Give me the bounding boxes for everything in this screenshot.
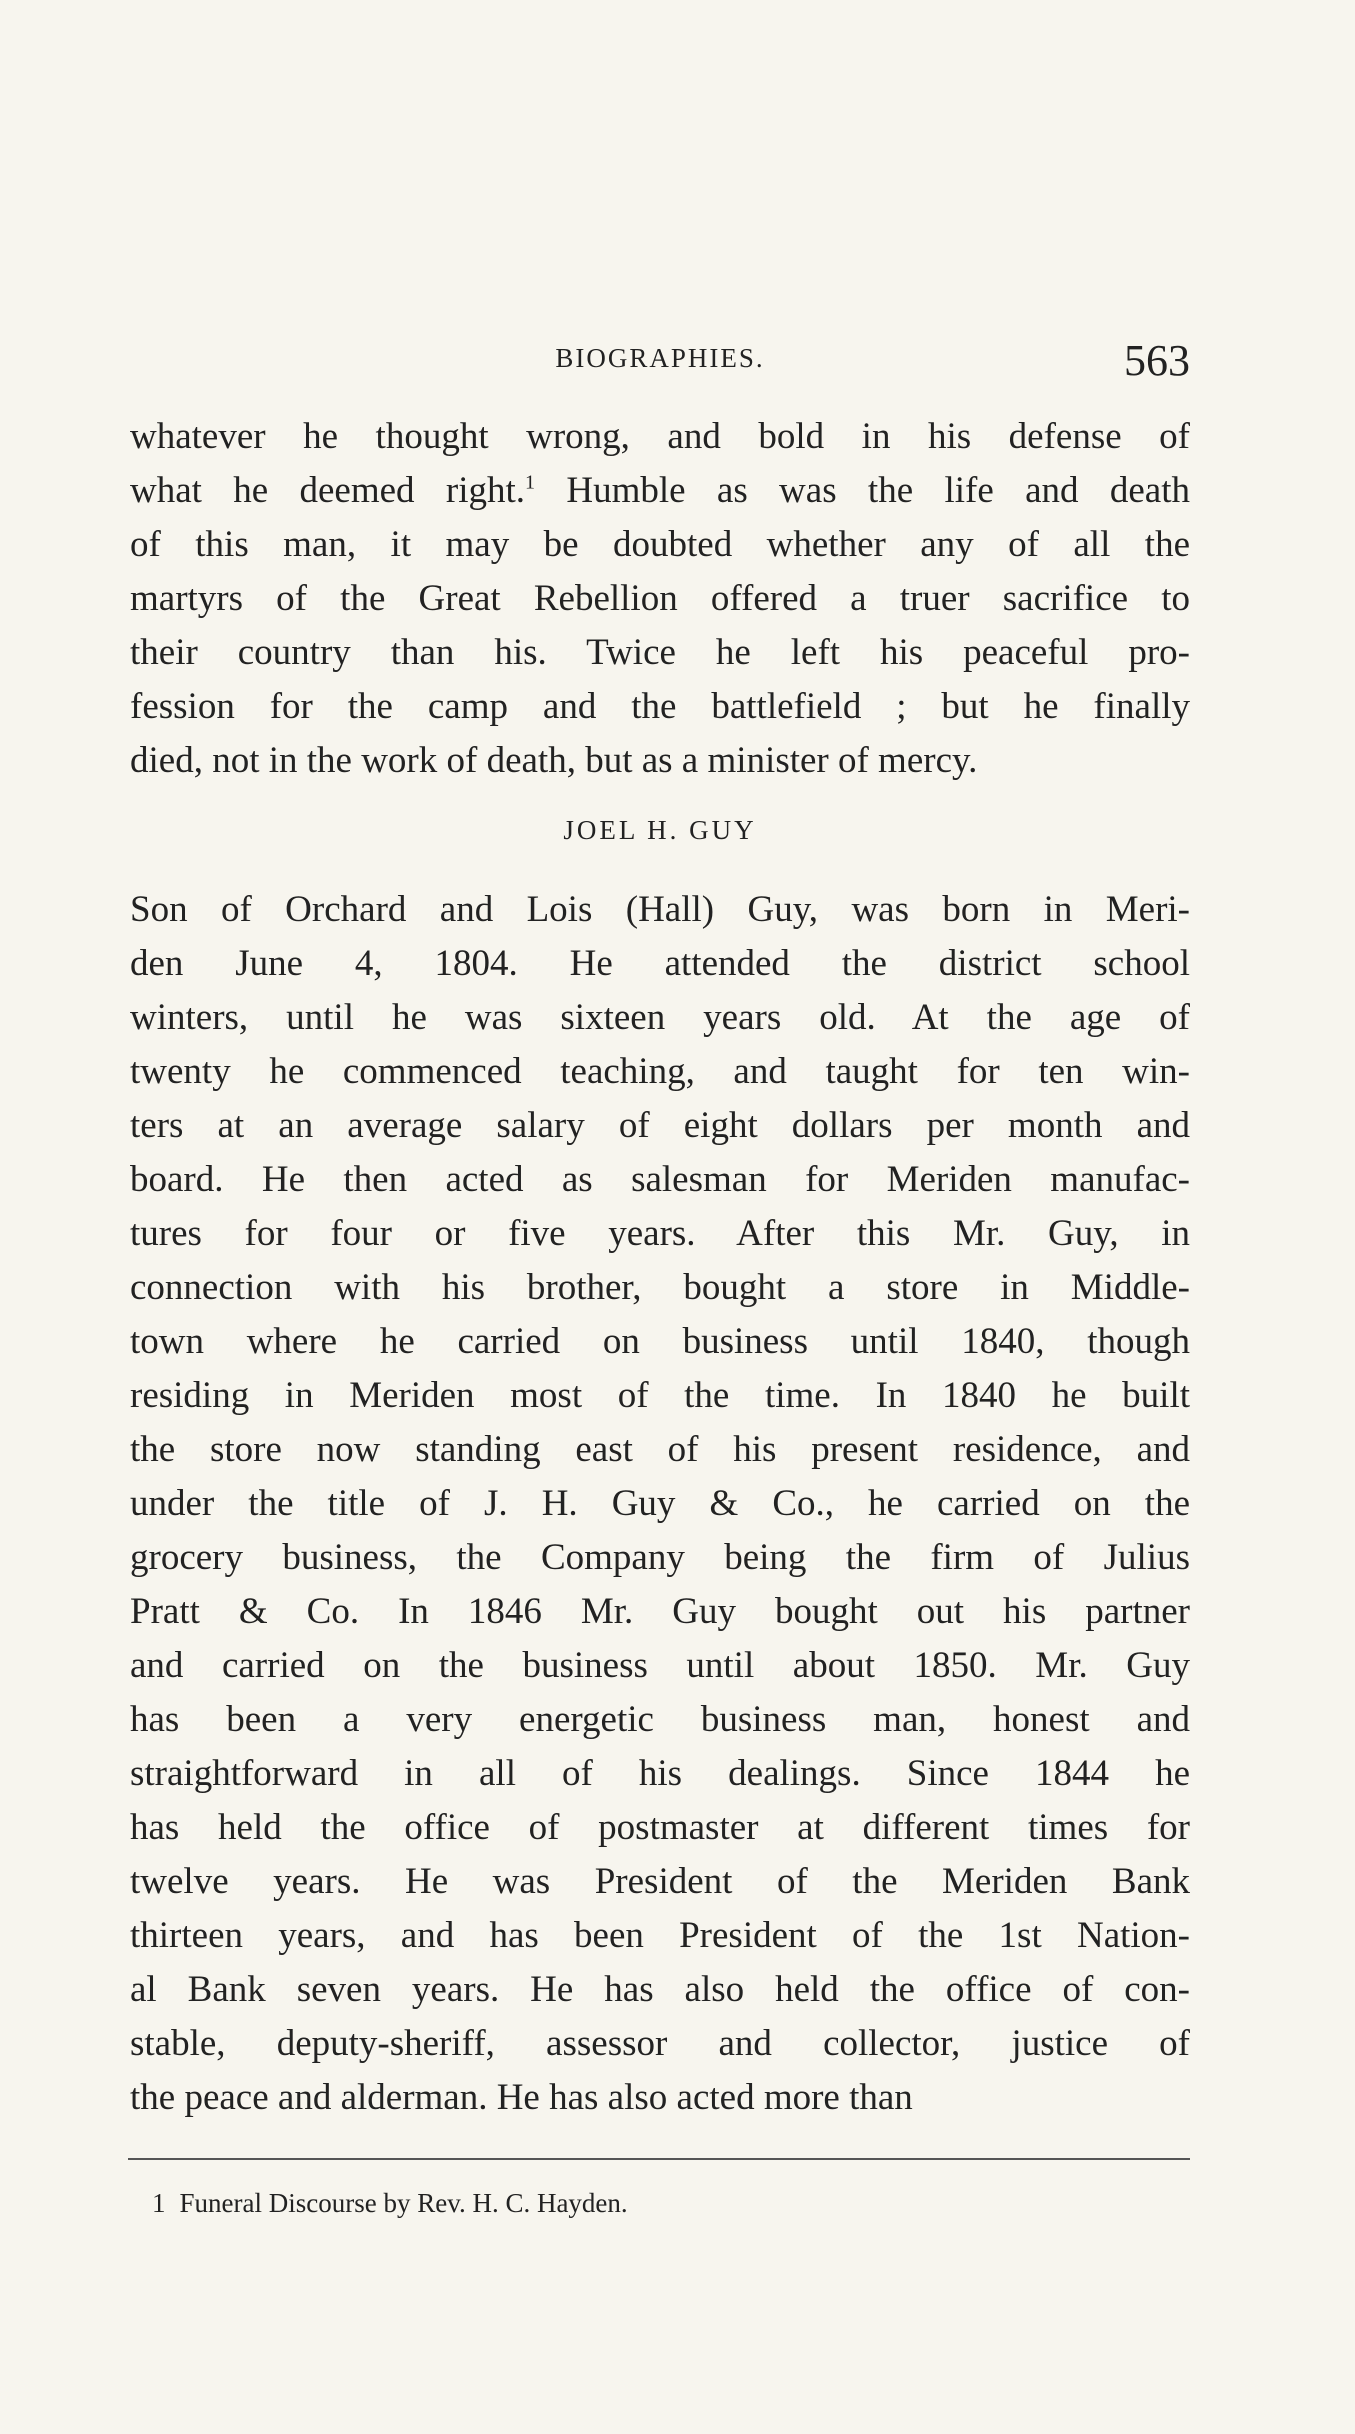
footnote-marker: 1 (525, 471, 536, 494)
text-line: town where he carried on business until 1840, though (130, 1321, 1190, 1362)
text-line: connection with his brother, bought a store in Middle- (130, 1267, 1190, 1308)
text-line: stable, deputy-sheriff, assessor and collector, justice of (130, 2023, 1190, 2064)
page-number: 563 (1124, 336, 1190, 385)
text-line: of this man, it may be doubted whether any of all the (130, 524, 1190, 565)
text-line: twelve years. He was President of the Meriden Bank (130, 1861, 1190, 1902)
footnote-rule (128, 2158, 1190, 2160)
text-line: died, not in the work of death, but as a minister of mercy. (130, 740, 978, 781)
text-line: residing in Meriden most of the time. In 1840 he built (130, 1375, 1190, 1416)
text-line: winters, until he was sixteen years old. At the age of (130, 997, 1190, 1038)
text-line: board. He then acted as salesman for Meriden manufac- (130, 1159, 1190, 1200)
text-segment: what he deemed right. (130, 470, 526, 511)
text-line: al Bank seven years. He has also held the office of con- (130, 1969, 1190, 2010)
text-line: their country than his. Twice he left his peaceful pro- (130, 632, 1190, 673)
paragraph-1 (130, 410, 1190, 788)
paragraph-2 (130, 883, 1190, 2125)
text-line: den June 4, 1804. He attended the district school (130, 943, 1190, 984)
text-line: under the title of J. H. Guy & Co., he carried on the (130, 1483, 1190, 1524)
text-line: and carried on the business until about 1850. Mr. Guy (130, 1645, 1190, 1686)
section-heading: JOEL H. GUY (563, 815, 757, 845)
text-line: has held the office of postmaster at different times for (130, 1807, 1190, 1848)
text-line: grocery business, the Company being the firm of Julius (130, 1537, 1190, 1578)
text-line: the peace and alderman. He has also acted more than (130, 2077, 913, 2118)
text-line: whatever he thought wrong, and bold in his defense of (130, 416, 1190, 457)
text-line: Pratt & Co. In 1846 Mr. Guy bought out his partner (130, 1591, 1190, 1632)
running-title: BIOGRAPHIES. (555, 343, 765, 373)
text-line: has been a very energetic business man, honest and (130, 1699, 1190, 1740)
text-line: tures for four or five years. After this Mr. Guy, in (130, 1213, 1190, 1254)
footnote-text: Funeral Discourse by Rev. H. C. Hayden. (179, 2188, 628, 2218)
text-line: the store now standing east of his present residence, and (130, 1429, 1190, 1470)
running-head (130, 335, 1190, 395)
text-line: martyrs of the Great Rebellion offered a truer sacrifice to (130, 578, 1190, 619)
text-line: straightforward in all of his dealings. Since 1844 he (130, 1753, 1190, 1794)
text-segment: Humble as was the life and death (535, 470, 1190, 511)
text-line: fession for the camp and the battlefield ; but he finally (130, 686, 1190, 727)
text-line: thirteen years, and has been President of the 1st Nation- (130, 1915, 1190, 1956)
text-line: twenty he commenced teaching, and taught for ten win- (130, 1051, 1190, 1092)
text-line (130, 464, 1190, 518)
footnote-number: 1 (152, 2188, 166, 2218)
text-line: ters at an average salary of eight dollars per month and (130, 1105, 1190, 1146)
text-line: Son of Orchard and Lois (Hall) Guy, was born in Meri- (130, 889, 1190, 930)
footnote (152, 2188, 628, 2219)
